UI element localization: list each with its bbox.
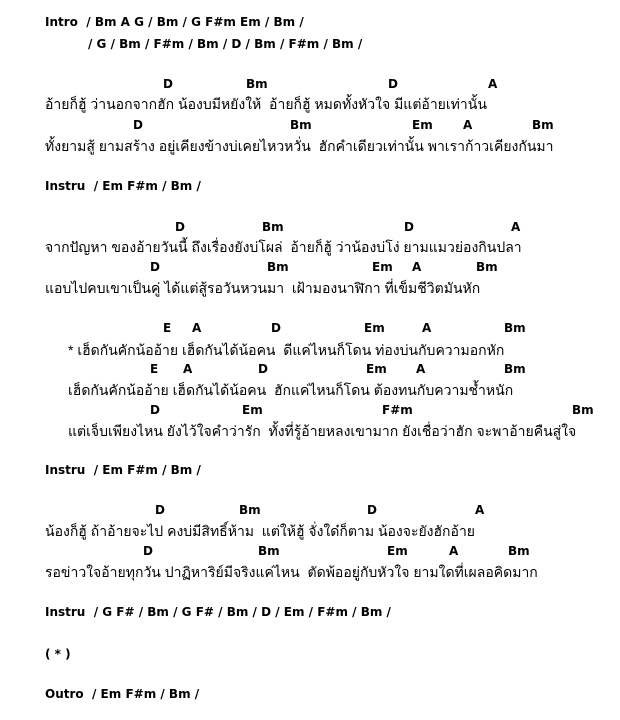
chord: Em [366, 362, 387, 376]
chord: D [155, 503, 165, 517]
chord: D [388, 77, 398, 91]
chord: Em [387, 544, 408, 558]
chord: D [258, 362, 268, 376]
chord: Bm [476, 260, 498, 274]
chord: Bm [258, 544, 280, 558]
chord: A [416, 362, 426, 376]
chord: A [449, 544, 459, 558]
chord: A [422, 321, 432, 335]
chord: Bm [246, 77, 268, 91]
lyric-line: ทั้งยามสู้ ยามสร้าง อยู่เคียงข้างบ่เคยไหวหวั่น ฮักคำเดียวเท่านั้น พาเราก้าวเคียงกันมา [45, 138, 554, 154]
chord: D [367, 503, 377, 517]
lyric-line: อ้ายก็ฮู้ ว่านอกจากฮัก น้องบมีหยังให้ อ้ายก็ฮู้ หมดทั้งหัวใจ มีแต่อ้ายเท่านั้น [45, 96, 487, 112]
chord: Bm [239, 503, 261, 517]
chord: Bm [504, 321, 526, 335]
chord: E [150, 362, 159, 376]
chord: Bm [262, 220, 284, 234]
chord: Bm [508, 544, 530, 558]
lyric-line: เฮ็ดกันคักน้ออ้าย เฮ็ดกันได้น้อคน ฮักแค่ไหนก็โดน ต้องทนกับความช้ำหนัก [68, 382, 514, 398]
lyric-line: แอบไปคบเขาเป็นคู่ ได้แต่สู้รอวันหวนมา เฝ้ามองนาฬิกา ที่เข็มชีวิตมันหัก [45, 280, 481, 296]
chord: D [143, 544, 153, 558]
lyric-line: * เฮ็ดกันคักน้ออ้าย เฮ็ดกันได้น้อคน ดีแค่ไหนก็โดน ท่องบ่นกับความอกหัก [68, 342, 505, 358]
intro-line-1: Intro / Bm A G / Bm / G F#m Em / Bm / [45, 15, 304, 29]
chord: D [271, 321, 281, 335]
chord: Bm [267, 260, 289, 274]
chord: D [150, 403, 160, 417]
chord: Bm [504, 362, 526, 376]
lyric-line: แต่เจ็บเพียงไหน ยังไว้ใจคำว่ารัก ทั้งที่รู้อ้ายหลงเขามาก ยังเชื่อว่าฮัก จะพาอ้ายคืนสู่ใจ [68, 423, 577, 439]
chord: A [511, 220, 521, 234]
chord: Em [412, 118, 433, 132]
chord: Em [364, 321, 385, 335]
intro-line-2: / G / Bm / F#m / Bm / D / Bm / F#m / Bm / [88, 37, 363, 51]
chord: A [475, 503, 485, 517]
chord: A [192, 321, 202, 335]
chord: D [404, 220, 414, 234]
chord: D [150, 260, 160, 274]
instru-line: Instru / G F# / Bm / G F# / Bm / D / Em / F#m / Bm / [45, 605, 391, 619]
lyric-line: จากปัญหา ของอ้ายวันนี้ ถึงเรื่องยังบ่โผล่ อ้ายก็ฮู้ ว่าน้องบ่โง่ ยามแมวย่องกินปลา [45, 239, 522, 255]
lyric-line: น้องก็ฮู้ ถ้าอ้ายจะไป คงบ่มีสิทธิ์ห้าม แต่ให้ฮู้ จั่งใด๋ก็ตาม น้องจะยังฮักอ้าย [45, 523, 476, 539]
instru-line: Instru / Em F#m / Bm / [45, 179, 201, 193]
chord: D [133, 118, 143, 132]
chord: Bm [532, 118, 554, 132]
chorus-repeat-marker: ( * ) [45, 647, 71, 661]
chord: Bm [290, 118, 312, 132]
chord: A [488, 77, 498, 91]
chord: E [163, 321, 172, 335]
chord: D [163, 77, 173, 91]
chord: A [183, 362, 193, 376]
lyric-line: รอข่าวใจอ้ายทุกวัน ปาฏิหาริย์มีจริงแค่ไหน ตัดพ้ออยู่กับหัวใจ ยามใดที่เผลอคิดมาก [45, 564, 538, 580]
chord: Em [242, 403, 263, 417]
outro-line: Outro / Em F#m / Bm / [45, 687, 200, 701]
chord: A [412, 260, 422, 274]
chord: F#m [382, 403, 413, 417]
chord: Bm [572, 403, 594, 417]
chord: A [463, 118, 473, 132]
chord: D [175, 220, 185, 234]
chord: Em [372, 260, 393, 274]
instru-line: Instru / Em F#m / Bm / [45, 463, 201, 477]
